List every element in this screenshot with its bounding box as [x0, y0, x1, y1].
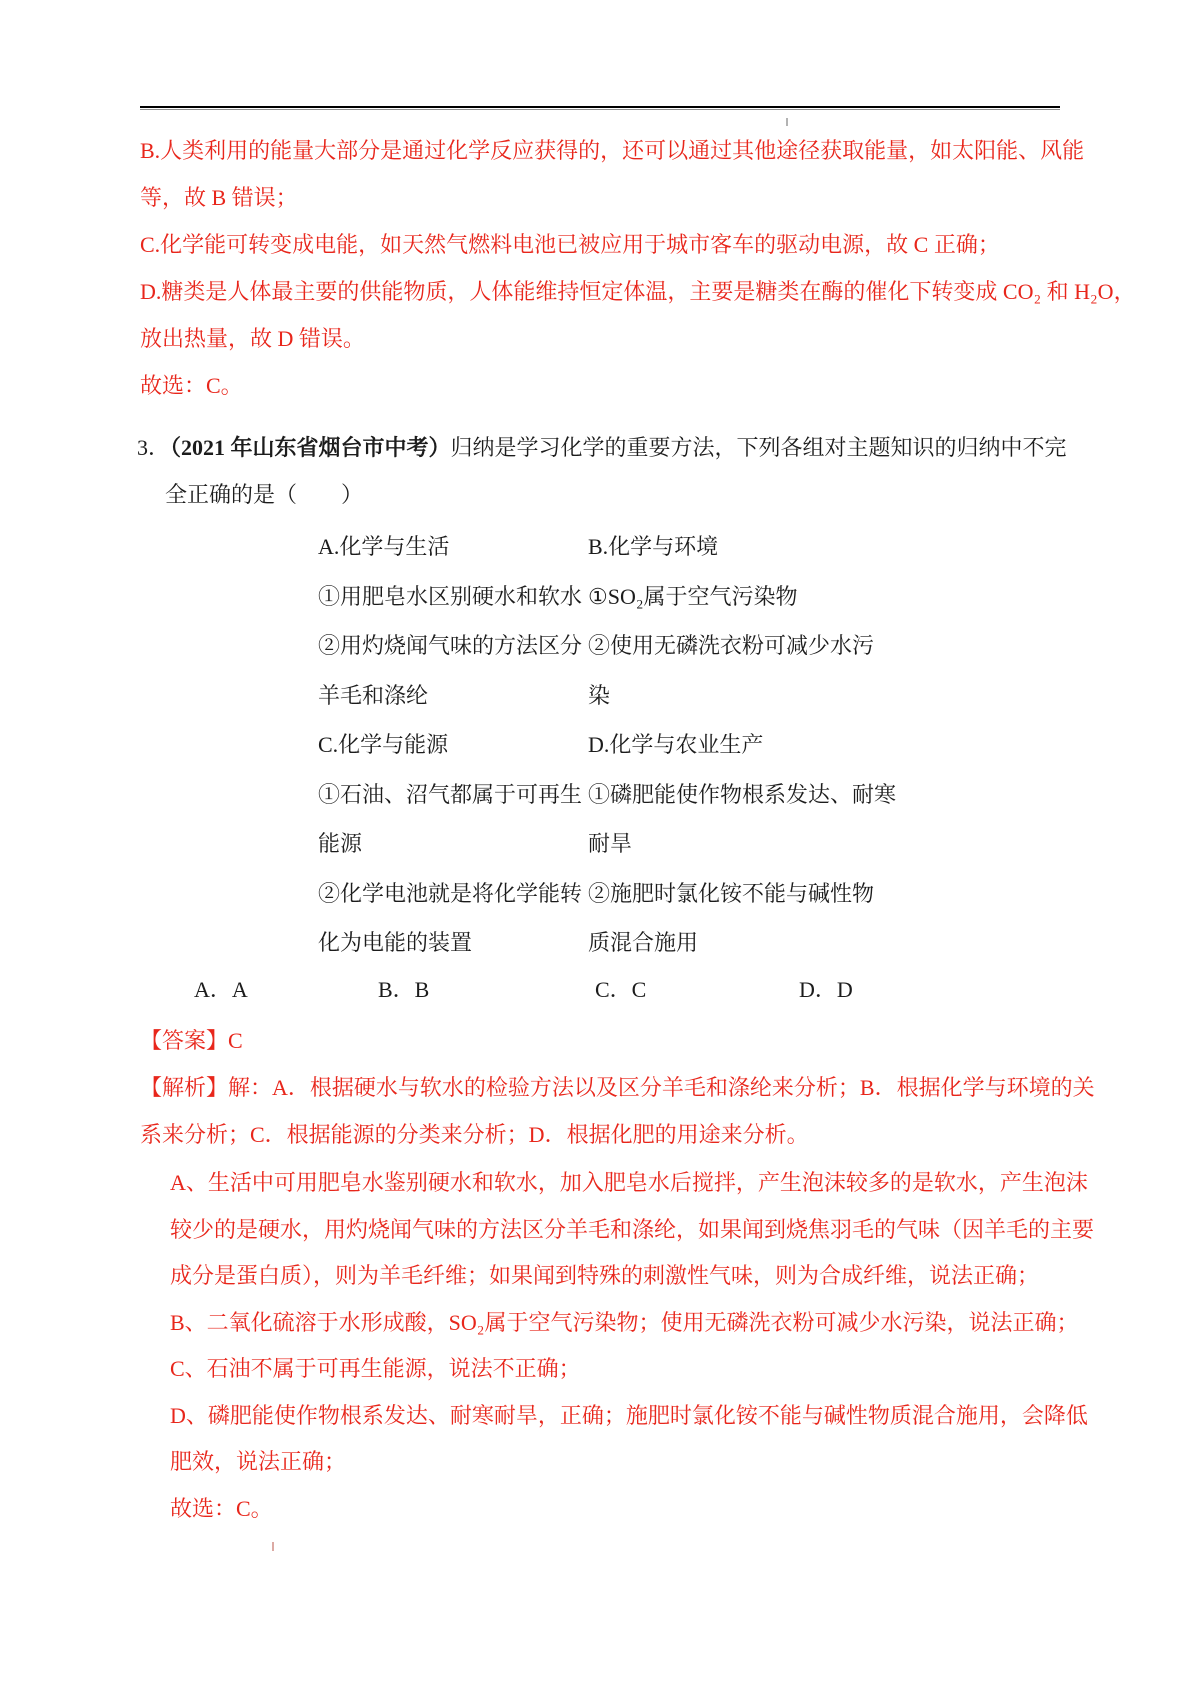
table-cell-line: 耐旱: [588, 831, 633, 856]
question3-stem-block: [137, 424, 1067, 518]
explanation-line: D、磷肥能使作物根系发达、耐寒耐旱，正确；施肥时氯化铵不能与碱性物质混合施用，会降低: [170, 1402, 1088, 1428]
question3-explanation-block: [170, 1160, 1094, 1532]
question3-table-column-left: [318, 522, 582, 968]
table-cell-line: ②施肥时氯化铵不能与碱性物: [588, 880, 875, 906]
analysis-header-line1: 【解析】解：A．根据硬水与软水的检验方法以及区分羊毛和涤纶来分析；B．根据化学与环境的关: [140, 1075, 1095, 1100]
table-cell-line: 羊毛和涤纶: [318, 682, 429, 708]
analysis-line: D.糖类是人体最主要的供能物质，人体能维持恒定体温，主要是糖类在酶的催化下转变成 CO₂ 和 H₂O，: [140, 279, 1136, 304]
table-cell-line: 染: [588, 682, 611, 708]
explanation-line: 较少的是硬水，用灼烧闻气味的方法区分羊毛和涤纶，如果闻到烧焦羽毛的气味（因羊毛的主要: [170, 1216, 1095, 1242]
analysis-line: 放出热量，故 D 错误。: [140, 326, 365, 351]
explanation-line: C、石油不属于可再生能源，说法不正确；: [170, 1356, 581, 1381]
table-cell-line: ②使用无磷洗衣粉可减少水污: [588, 633, 875, 658]
question3-stem-text: 归纳是学习化学的重要方法，下列各组对主题知识的归纳中不完: [450, 435, 1067, 460]
question3-stem-line2: 全正确的是（ ）: [165, 482, 364, 507]
question2-analysis-block: [140, 127, 1136, 409]
option-d: D．D: [799, 977, 853, 1002]
question3-options-row: [0, 966, 1200, 1013]
option-a: A．A: [194, 977, 248, 1002]
explanation-line: B、二氧化硫溶于水形成酸，SO₂属于空气污染物；使用无磷洗衣粉可减少水污染，说法正确；: [170, 1309, 1079, 1335]
analysis-header-line2: 系来分析；C．根据能源的分类来分析；D．根据化肥的用途来分析。: [140, 1122, 809, 1147]
header-separator-rule: [140, 106, 1060, 108]
question3-table-column-right: [588, 522, 896, 968]
table-cell-line: C.化学与能源: [318, 732, 449, 757]
table-cell-line: B.化学与环境: [588, 534, 719, 559]
question3-source: （2021 年山东省烟台市中考）: [170, 435, 451, 460]
scan-artifact-mark: [272, 1542, 274, 1551]
option-c: C．C: [595, 977, 647, 1002]
answer-value: C: [228, 1028, 243, 1053]
answer-label: 【答案】: [140, 1028, 229, 1053]
table-cell-line: ①石油、沼气都属于可再生: [318, 781, 583, 807]
table-cell-line: A.化学与生活: [318, 534, 450, 559]
analysis-line: B.人类利用的能量大部分是通过化学反应获得的，还可以通过其他途径获取能量，如太阳能、风能: [140, 138, 1085, 163]
table-cell-line: ①SO₂属于空气污染物: [588, 583, 798, 609]
option-b: B．B: [378, 977, 430, 1002]
table-cell-line: ①用肥皂水区别硬水和软水: [318, 583, 583, 609]
table-cell-line: 能源: [318, 831, 363, 856]
scan-artifact-mark: [786, 118, 788, 126]
table-cell-line: 化为电能的装置: [318, 930, 473, 955]
table-cell-line: 质混合施用: [588, 930, 699, 955]
analysis-line: 故选：C。: [140, 373, 243, 398]
explanation-line: A、生活中可用肥皂水鉴别硬水和软水，加入肥皂水后搅拌，产生泡沫较多的是软水，产生泡沫: [170, 1170, 1088, 1195]
answer-line: [140, 1017, 1095, 1064]
analysis-line: C.化学能可转变成电能，如天然气燃料电池已被应用于城市客车的驱动电源，故 C 正确；: [140, 232, 1000, 257]
question3-stem-line1: [137, 424, 1067, 471]
table-cell-line: D.化学与农业生产: [588, 732, 764, 757]
table-cell-line: ①磷肥能使作物根系发达、耐寒: [588, 781, 897, 807]
explanation-line: 肥效，说法正确；: [170, 1449, 347, 1474]
table-cell-line: ②化学电池就是将化学能转: [318, 880, 583, 906]
question3-answer-block: [140, 1017, 1095, 1158]
explanation-line: 成分是蛋白质），则为羊毛纤维；如果闻到特殊的刺激性气味，则为合成纤维，说法正确；: [170, 1263, 1040, 1288]
analysis-line: 等，故 B 错误；: [140, 185, 298, 210]
question3-number: 3．: [137, 435, 171, 460]
explanation-line: 故选：C。: [170, 1495, 273, 1521]
table-cell-line: ②用灼烧闻气味的方法区分: [318, 633, 583, 658]
